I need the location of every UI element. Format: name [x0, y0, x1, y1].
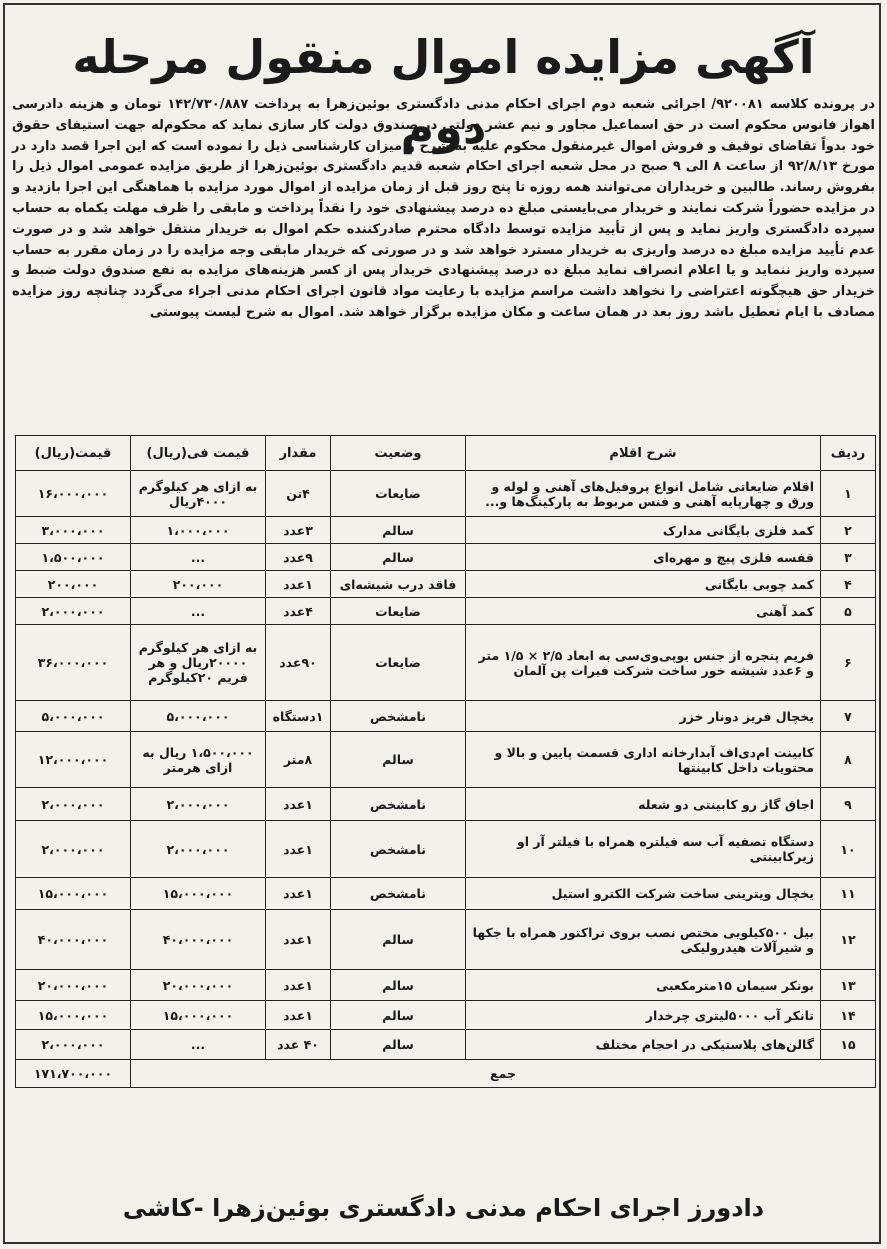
cell-price: ۲،۰۰۰،۰۰۰: [16, 788, 131, 821]
cell-price: ۲۰،۰۰۰،۰۰۰: [16, 970, 131, 1001]
cell-status: سالم: [331, 544, 466, 571]
notice-signature: دادورز اجرای احکام مدنی دادگستری بوئین‌زهرا -کاشی: [122, 1194, 765, 1222]
cell-price: ۱۶،۰۰۰،۰۰۰: [16, 471, 131, 517]
cell-unit: به ازای هر کیلوگرم ۴۰۰۰ریال: [131, 471, 266, 517]
notice-body-paragraph: در پرونده کلاسه ۹۲۰۰۸۱/ اجرائی شعبه دوم اجرای احکام مدنی دادگستری بوئین‌زهرا به پرداخت ۱۴۲/۷۳۰/۸۸۷ تومان و هزینه دادرسی اهواز فانوس محکوم است در حق اسماعیل مجاور و نیم عشر دولتی در صندوق دولت کار سازی نماید که محکوم‌له جهت استیفای حقوق خود بدواً تقاضای توقیف و فروش اموال غیرمنقول محکوم علیه به شرح و میزان کارشناسی ذیل را نموده است که این اجرا قصد دارد در مورخ ۹۲/۸/۱۳ از ساعت ۸ الی ۹ صبح در محل شعبه اجرای احکام شعبه قدیم دادگستری بوئین‌زهرا از طریق مزایده عمومی اموال ذیل را بفروش رساند. طالبین و خریداران می‌توانند همه روزه تا پنج روز قبل از زمان مزایده از اموال مورد مزایده با هماهنگی این اجرا بازدید و در مزایده حضوراً شرکت نمایند و خریدار می‌بایستی مبلغ ده درصد پیشنهادی خود را نقداً پرداخت و مابقی را ظرف مهلت یکماه به حساب سپرده دادگستری واریز نماید و پس از تأیید مزایده توسط دادگاه محترم صادرکننده حکم اموال به خریدار منتقل خواهد شد و در صورت عدم تأیید مزایده مبلغ ده درصد واریزی به خریدار مسترد خواهد شد و در صورتی که خریدار مابقی وجه مزایده را در زمان مقرر به حساب سپرده واریز ننماید و یا اعلام انصراف نماید مبلغ ده درصد پیشنهادی خریدار پس از کسر هزینه‌های مزایده به نفع صندوق دولت ضبط و خریدار حق هیچگونه اعتراضی را نخواهد داشت مراسم مزایده با رعایت مواد قانون اجرای احکام مدنی اجراء می‌گردد چنانچه روز مزایده مصادف با ایام تعطیل باشد روز بعد در همان ساعت و مکان مزایده برگزار خواهد شد. اموال به شرح لیست پیوستی: [12, 97, 876, 320]
cell-status: ضایعات: [331, 471, 466, 517]
cell-status: ضایعات: [331, 625, 466, 701]
cell-row: ۵: [821, 598, 876, 625]
cell-status: سالم: [331, 732, 466, 788]
cell-unit: ۱،۰۰۰،۰۰۰: [131, 517, 266, 544]
cell-price: ۳۶،۰۰۰،۰۰۰: [16, 625, 131, 701]
table-row: [16, 701, 876, 732]
cell-desc: گالن‌های پلاستیکی در احجام مختلف: [466, 1030, 821, 1060]
cell-status: سالم: [331, 1030, 466, 1060]
cell-price: ۲۰۰،۰۰۰: [16, 571, 131, 598]
cell-price: ۱،۵۰۰،۰۰۰: [16, 544, 131, 571]
cell-qty: ۱عدد: [266, 1001, 331, 1030]
cell-status: نامشخص: [331, 878, 466, 910]
cell-desc: قفسه فلزی پیچ و مهره‌ای: [466, 544, 821, 571]
cell-qty: ۴عدد: [266, 598, 331, 625]
cell-status: نامشخص: [331, 821, 466, 878]
cell-status: سالم: [331, 970, 466, 1001]
cell-row: ۱: [821, 471, 876, 517]
cell-desc: کمد فلزی بایگانی مدارک: [466, 517, 821, 544]
table-row: [16, 910, 876, 970]
cell-unit: ۲۰،۰۰۰،۰۰۰: [131, 970, 266, 1001]
cell-row: ۹: [821, 788, 876, 821]
cell-price: ۲،۰۰۰،۰۰۰: [16, 1030, 131, 1060]
table-total-row: [16, 1060, 876, 1088]
cell-row: ۳: [821, 544, 876, 571]
cell-qty: ۴تن: [266, 471, 331, 517]
cell-status: نامشخص: [331, 701, 466, 732]
cell-status: سالم: [331, 910, 466, 970]
cell-desc: دستگاه تصفیه آب سه فیلتره همراه با فیلتر آر او زیرکابینتی: [466, 821, 821, 878]
cell-unit: ۲۰۰،۰۰۰: [131, 571, 266, 598]
cell-desc: اجاق گاز رو کابینتی دو شعله: [466, 788, 821, 821]
cell-status: فاقد درب شیشه‌ای: [331, 571, 466, 598]
cell-desc: اقلام ضایعاتی شامل انواع پروفیل‌های آهنی و لوله و ورق و چهارپایه آهنی و فنس مربوط به پارکینگ‌ها و...: [466, 471, 821, 517]
table-row: [16, 598, 876, 625]
cell-status: سالم: [331, 1001, 466, 1030]
cell-price: ۱۵،۰۰۰،۰۰۰: [16, 1001, 131, 1030]
cell-qty: ۱دستگاه: [266, 701, 331, 732]
table-row: [16, 878, 876, 910]
cell-row: ۱۳: [821, 970, 876, 1001]
table-row: [16, 1001, 876, 1030]
cell-unit: ۴۰،۰۰۰،۰۰۰: [131, 910, 266, 970]
cell-unit: ...: [131, 1030, 266, 1060]
cell-row: ۷: [821, 701, 876, 732]
cell-price: ۲،۰۰۰،۰۰۰: [16, 821, 131, 878]
cell-status: نامشخص: [331, 788, 466, 821]
cell-unit: ۵،۰۰۰،۰۰۰: [131, 701, 266, 732]
cell-row: ۱۵: [821, 1030, 876, 1060]
cell-row: ۱۲: [821, 910, 876, 970]
cell-row: ۲: [821, 517, 876, 544]
cell-status: ضایعات: [331, 598, 466, 625]
cell-qty: ۸متر: [266, 732, 331, 788]
cell-row: ۱۰: [821, 821, 876, 878]
cell-unit: ۲،۰۰۰،۰۰۰: [131, 788, 266, 821]
cell-price: ۴۰،۰۰۰،۰۰۰: [16, 910, 131, 970]
cell-qty: ۳عدد: [266, 517, 331, 544]
cell-unit: ...: [131, 544, 266, 571]
cell-price: ۲،۰۰۰،۰۰۰: [16, 598, 131, 625]
table-row: [16, 821, 876, 878]
cell-total-value: ۱۷۱،۷۰۰،۰۰۰: [16, 1060, 131, 1088]
cell-desc: کمد آهنی: [466, 598, 821, 625]
table-row: [16, 471, 876, 517]
cell-qty: ۱عدد: [266, 788, 331, 821]
notice-body: [12, 95, 875, 324]
table-row: [16, 625, 876, 701]
table-row: [16, 517, 876, 544]
cell-qty: ۱عدد: [266, 910, 331, 970]
cell-qty: ۱عدد: [266, 878, 331, 910]
cell-row: ۱۱: [821, 878, 876, 910]
header-status: وضعیت: [331, 436, 466, 471]
header-total-price: قیمت(ریال): [16, 436, 131, 471]
cell-desc: بونکر سیمان ۱۵مترمکعبی: [466, 970, 821, 1001]
header-quantity: مقدار: [266, 436, 331, 471]
cell-qty: ۱عدد: [266, 821, 331, 878]
cell-row: ۸: [821, 732, 876, 788]
cell-status: سالم: [331, 517, 466, 544]
cell-qty: ۹عدد: [266, 544, 331, 571]
cell-row: ۶: [821, 625, 876, 701]
header-unit-price: قیمت فی(ریال): [131, 436, 266, 471]
table-row: [16, 970, 876, 1001]
table-header-row: [16, 436, 876, 471]
cell-total-label: جمع: [131, 1060, 876, 1088]
cell-desc: بیل ۵۰۰کیلویی مختص نصب بروی تراکتور همراه با جکها و شیرآلات هیدرولیکی: [466, 910, 821, 970]
cell-price: ۵،۰۰۰،۰۰۰: [16, 701, 131, 732]
table-row: [16, 788, 876, 821]
cell-price: ۳،۰۰۰،۰۰۰: [16, 517, 131, 544]
table-row: [16, 732, 876, 788]
cell-unit: ۱۵،۰۰۰،۰۰۰: [131, 878, 266, 910]
cell-qty: ۱عدد: [266, 571, 331, 598]
cell-desc: کابینت ام‌دی‌اف آبدارخانه اداری قسمت پایین و بالا و محتویات داخل کابینتها: [466, 732, 821, 788]
table-row: [16, 544, 876, 571]
cell-row: ۴: [821, 571, 876, 598]
cell-qty: ۱عدد: [266, 970, 331, 1001]
cell-qty: ۴۰ عدد: [266, 1030, 331, 1060]
notice-title: آگهی مزایده اموال منقول مرحله دوم: [72, 30, 815, 154]
items-table: [15, 435, 876, 1088]
cell-desc: یخچال ویترینی ساخت شرکت الکترو استیل: [466, 878, 821, 910]
cell-price: ۱۲،۰۰۰،۰۰۰: [16, 732, 131, 788]
cell-desc: تانکر آب ۵۰۰۰لیتری چرخدار: [466, 1001, 821, 1030]
table-row: [16, 571, 876, 598]
cell-price: ۱۵،۰۰۰،۰۰۰: [16, 878, 131, 910]
table-row: [16, 1030, 876, 1060]
cell-unit: ...: [131, 598, 266, 625]
header-description: شرح اقلام: [466, 436, 821, 471]
cell-desc: کمد چوبی بایگانی: [466, 571, 821, 598]
cell-row: ۱۴: [821, 1001, 876, 1030]
cell-qty: ۹۰عدد: [266, 625, 331, 701]
cell-unit: ۱۵،۰۰۰،۰۰۰: [131, 1001, 266, 1030]
cell-desc: یخچال فریز دونار خزر: [466, 701, 821, 732]
cell-unit: ۲،۰۰۰،۰۰۰: [131, 821, 266, 878]
header-row-number: ردیف: [821, 436, 876, 471]
cell-unit: به ازای هر کیلوگرم ۲۰۰۰۰ریال و هر فریم ۲۰کیلوگرم: [131, 625, 266, 701]
cell-unit: ۱،۵۰۰،۰۰۰ ریال به ازای هرمتر: [131, 732, 266, 788]
cell-desc: فریم پنجره از جنس یوپی‌وی‌سی به ابعاد ۲/۵ × ۱/۵ متر و ۶عدد شیشه خور ساخت شرکت فیرات پن آلمان: [466, 625, 821, 701]
